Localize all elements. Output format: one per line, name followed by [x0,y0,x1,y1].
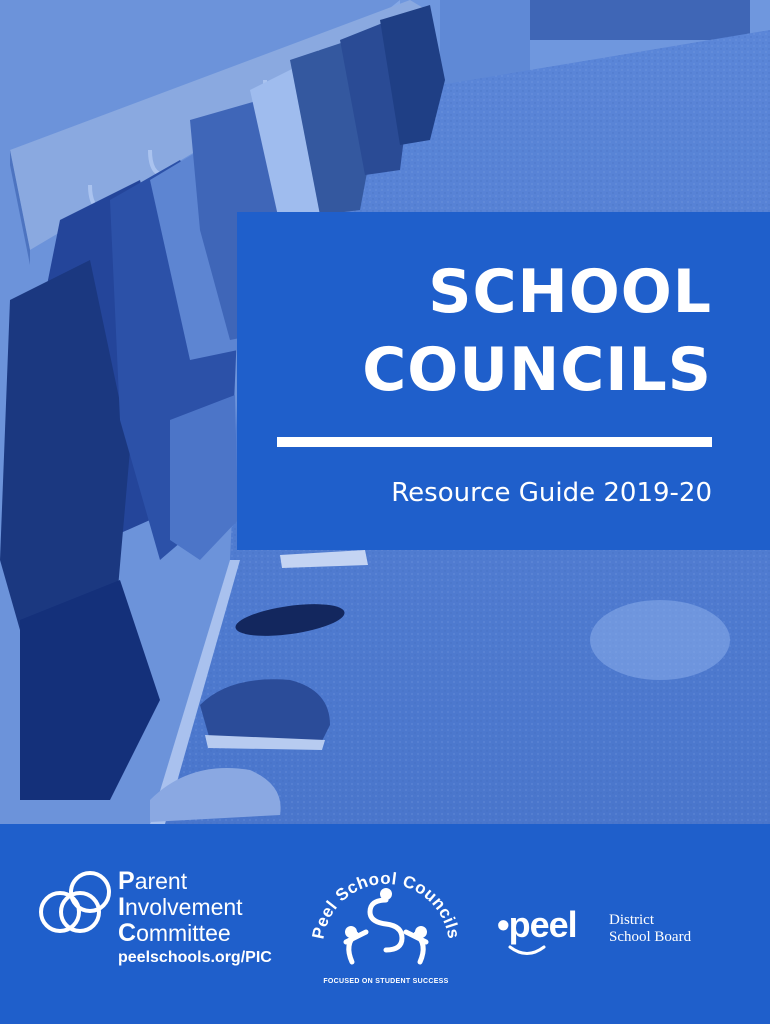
pic-logo [38,868,293,978]
title-card [237,212,770,550]
pdsb-wordmark: •peel [497,904,577,945]
pdsb-smile-icon [507,944,547,960]
subtitle: Resource Guide 2019-20 [391,478,712,508]
pic-word-committee: Committee [118,919,231,947]
pic-word-involvement: Involvement [118,893,243,921]
pic-url: peelschools.org/PIC [118,949,272,966]
title-line-2: COUNCILS [362,335,712,405]
pic-rings-icon [38,868,118,948]
svg-text:Peel School Councils [308,869,463,941]
psc-arc-text: Peel School Councils [308,868,464,941]
psc-logo [301,852,471,1002]
title-divider [277,437,712,447]
footer-band [0,824,770,1024]
pdsb-name [609,912,691,946]
title-line-1: SCHOOL [428,257,712,327]
pdsb-logo [497,904,727,968]
psc-tagline: FOCUSED ON STUDENT SUCCESS [323,978,449,985]
pdsb-name-line2: School Board [609,929,692,945]
pic-wordmark [118,868,243,946]
pdsb-name-line1: District [609,912,654,928]
pic-word-parent: Parent [118,867,188,895]
psc-seal-icon [301,852,471,977]
